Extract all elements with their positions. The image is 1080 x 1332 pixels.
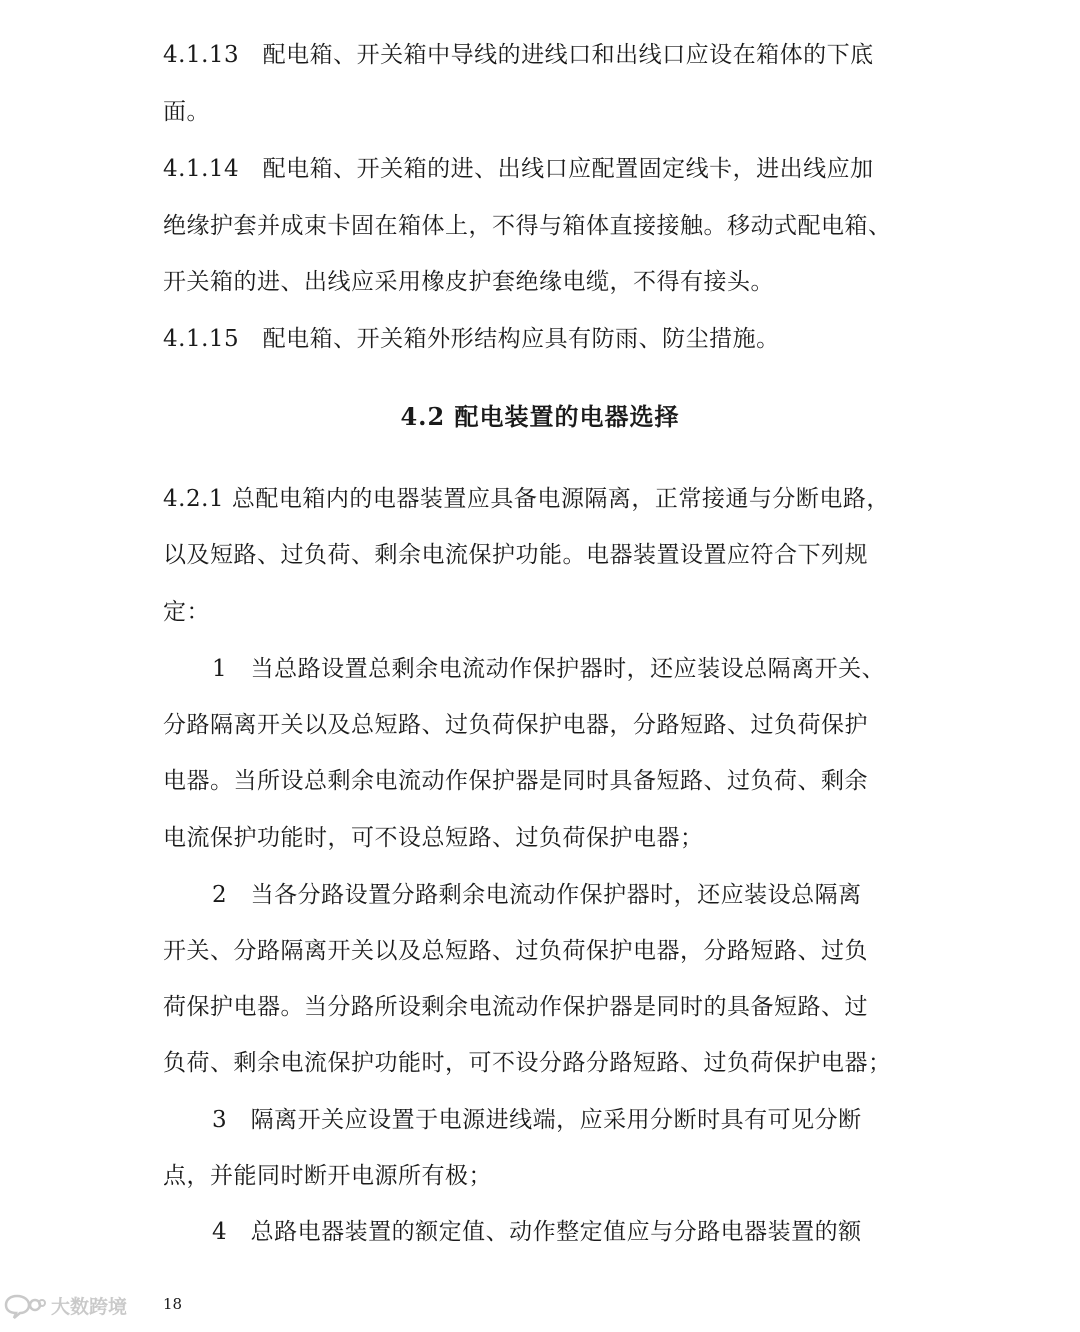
text-line: 2 当各分路设置分路剩余电流动作保护器时，还应装设总隔离: [212, 882, 862, 908]
text-line: 负荷、剩余电流保护功能时，可不设分路分路短路、过负荷保护电器；: [163, 1050, 892, 1076]
section-title: 4.2 配电装置的电器选择: [400, 402, 680, 431]
watermark: [4, 1292, 127, 1319]
text-line: 荷保护电器。当分路所设剩余电流动作保护器是同时的具备短路、过: [163, 994, 868, 1020]
text-line: 电流保护功能时，可不设总短路、过负荷保护电器；: [163, 825, 704, 851]
text-line: 绝缘护套并成束卡固在箱体上，不得与箱体直接接触。移动式配电箱、: [163, 213, 892, 239]
text-line: 分路隔离开关以及总短路、过负荷保护电器，分路短路、过负荷保护: [163, 712, 868, 738]
text-line: 开关、分路隔离开关以及总短路、过负荷保护电器，分路短路、过负: [163, 938, 868, 964]
text-line: 4.1.14 配电箱、开关箱的进、出线口应配置固定线卡，进出线应加: [163, 156, 874, 182]
watermark-text: 大数跨境: [51, 1296, 128, 1318]
text-line: 点，并能同时断开电源所有极；: [163, 1163, 492, 1189]
text-line: 4 总路电器装置的额定值、动作整定值应与分路电器装置的额: [212, 1219, 862, 1245]
text-line: 电器。当所设总剩余电流动作保护器是同时具备短路、过负荷、剩余: [163, 768, 868, 794]
page-number: 18: [163, 1295, 183, 1313]
text-line: 3 隔离开关应设置于电源进线端，应采用分断时具有可见分断: [212, 1107, 862, 1133]
text-line: 4.1.13 配电箱、开关箱中导线的进线口和出线口应设在箱体的下底: [163, 42, 874, 68]
bubble-logo-icon: [4, 1293, 46, 1319]
text-line: 面。: [163, 99, 210, 125]
text-line: 4.2.1 总配电箱内的电器装置应具备电源隔离，正常接通与分断电路，: [163, 486, 890, 512]
text-line: 4.1.15 配电箱、开关箱外形结构应具有防雨、防尘措施。: [163, 326, 780, 352]
text-line: 以及短路、过负荷、剩余电流保护功能。电器装置设置应符合下列规: [163, 542, 868, 568]
text-line: 1 当总路设置总剩余电流动作保护器时，还应装设总隔离开关、: [212, 656, 886, 682]
text-line: 定：: [163, 599, 210, 625]
text-line: 开关箱的进、出线应采用橡皮护套绝缘电缆，不得有接头。: [163, 269, 774, 295]
